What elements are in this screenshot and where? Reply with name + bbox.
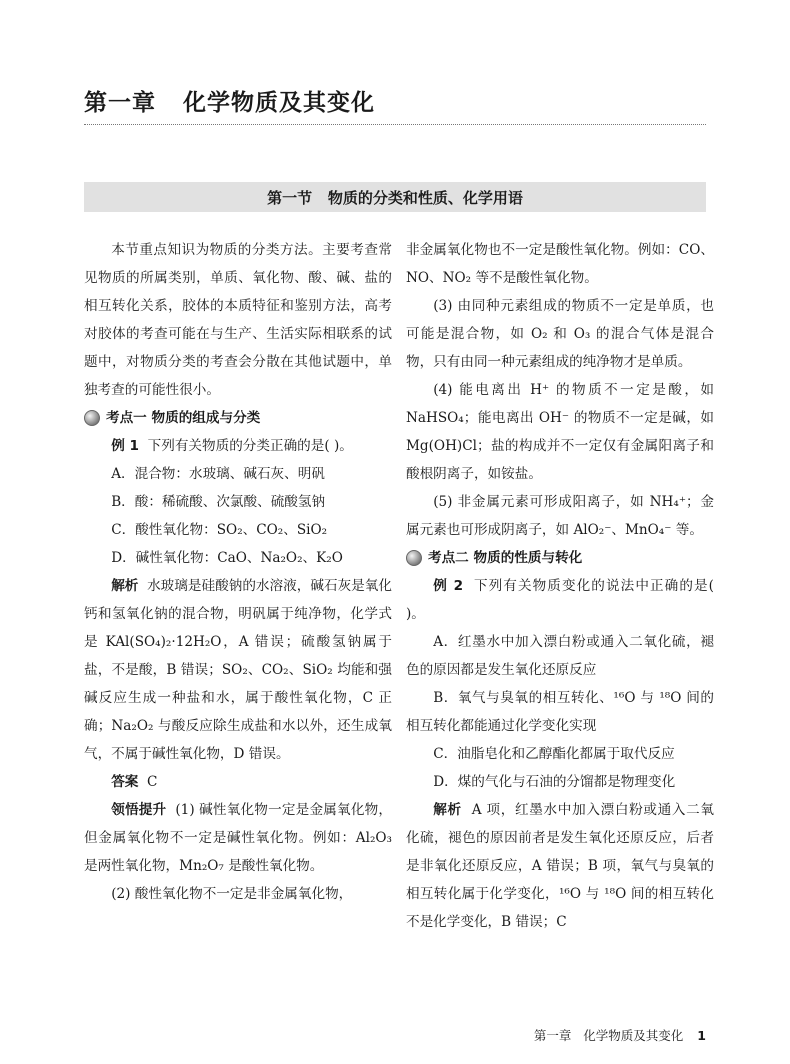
example2-option-a: A．红墨水中加入漂白粉或通入二氧化硫，褪色的原因都是发生氧化还原反应 [406, 634, 714, 678]
tip-4: (4) 能电离出 H⁺ 的物质不一定是酸，如 NaHSO₄；能电离出 OH⁻ 的物质不一定是碱，如 Mg(OH)Cl；盐的构成并不一定仅有金属阳离子和酸根阴离子，如铵盐。 [406, 382, 714, 482]
page-number: 1 [697, 1028, 706, 1043]
example1-text: 下列有关物质的分类正确的是( )。 [147, 438, 353, 454]
kp2-title: 考点二 物质的性质与转化 [428, 550, 583, 566]
tip-5: (5) 非金属元素可形成阳离子，如 NH₄⁺；金属元素也可形成阴离子，如 AlO₂⁻、MnO₄⁻ 等。 [406, 494, 714, 538]
chapter-title: 第一章 化学物质及其变化 [84, 90, 376, 116]
example2-analysis [406, 796, 714, 936]
kp1-heading [84, 404, 392, 432]
dotted-divider [84, 124, 706, 125]
tip-3: (3) 由同种元素组成的物质不一定是单质，也可能是混合物，如 O₂ 和 O₃ 的混合气体是混合物，只有由同一种元素组成的纯净物才是单质。 [406, 298, 714, 370]
example1-option-b: B．酸：稀硫酸、次氯酸、硫酸氢钠 [111, 494, 326, 510]
example1-option-a: A．混合物：水玻璃、碱石灰、明矾 [111, 466, 325, 482]
example2-label: 例 2 [433, 578, 464, 594]
example1-stem [84, 432, 392, 460]
example2-option-d: D．煤的气化与石油的分馏都是物理变化 [433, 774, 676, 790]
intro-paragraph: 本节重点知识为物质的分类方法。主要考查常见物质的所属类别，单质、氧化物、酸、碱、盐的相互转化关系，胶体的本质特征和鉴别方法，高考对胶体的考查可能在与生产、生活实际相联系的试题中，对物质分类的考查会分散在其他试题中，单独考查的可能性很小。 [84, 242, 392, 398]
analysis-text: A 项，红墨水中加入漂白粉或通入二氧化硫，褪色的原因前者是发生氧化还原反应，后者是非氧化还原反应，A 错误；B 项，氧气与臭氧的相互转化属于化学变化，¹⁶O 与 ¹⁸O 间的相互转化不是化学变化，B 错误；C [406, 802, 715, 930]
example2-option-b: B．氧气与臭氧的相互转化、¹⁶O 与 ¹⁸O 间的相互转化都能通过化学变化实现 [406, 690, 714, 734]
right-column [406, 236, 714, 936]
bullet-ball-icon [84, 410, 100, 426]
example1-option-c: C．酸性氧化物：SO₂、CO₂、SiO₂ [111, 522, 328, 538]
answer-label: 答案 [111, 774, 139, 790]
analysis-label: 解析 [433, 802, 462, 818]
tip-1 [84, 796, 392, 880]
left-column [84, 236, 392, 908]
tip-1-text: (1) 碱性氧化物一定是金属氧化物，但金属氧化物不一定是碱性氧化物。例如：Al₂O₃ 是两性氧化物，Mn₂O₇ 是酸性氧化物。 [84, 802, 392, 874]
tip-2-continued: 非金属氧化物也不一定是酸性氧化物。例如：CO、NO、NO₂ 等不是酸性氧化物。 [406, 242, 714, 286]
kp1-title: 考点一 物质的组成与分类 [106, 410, 261, 426]
example1-option-d: D．碱性氧化物：CaO、Na₂O₂、K₂O [111, 550, 343, 566]
example1-label: 例 1 [111, 438, 139, 454]
example2-stem [406, 572, 714, 628]
example2-text: 下列有关物质变化的说法中正确的是( )。 [406, 578, 714, 622]
kp2-heading [406, 544, 714, 572]
running-title: 第一章 化学物质及其变化 [533, 1028, 684, 1043]
example2-option-c: C．油脂皂化和乙醇酯化都属于取代反应 [433, 746, 675, 762]
analysis-label: 解析 [111, 578, 139, 594]
example1-analysis [84, 572, 392, 768]
example1-answer [84, 768, 392, 796]
bullet-ball-icon [406, 550, 422, 566]
analysis-text: 水玻璃是硅酸钠的水溶液，碱石灰是氧化钙和氢氧化钠的混合物，明矾属于纯净物，化学式是 KAl(SO₄)₂·12H₂O，A 错误；硫酸氢钠属于盐，不是酸，B 错误；SO₂、CO₂、SiO₂ 均能和强碱反应生成一种盐和水，属于酸性氧化物，C 正确；Na₂O₂ 与酸反应除生成盐和水以外，还生成氧气，不属于碱性氧化物，D 错误。 [84, 578, 392, 762]
tips-label: 领悟提升 [111, 802, 167, 818]
answer-value: C [147, 774, 158, 790]
section-title: 第一节 物质的分类和性质、化学用语 [84, 182, 706, 212]
page-footer [84, 1026, 706, 1044]
tip-2-start: (2) 酸性氧化物不一定是非金属氧化物， [111, 886, 353, 902]
